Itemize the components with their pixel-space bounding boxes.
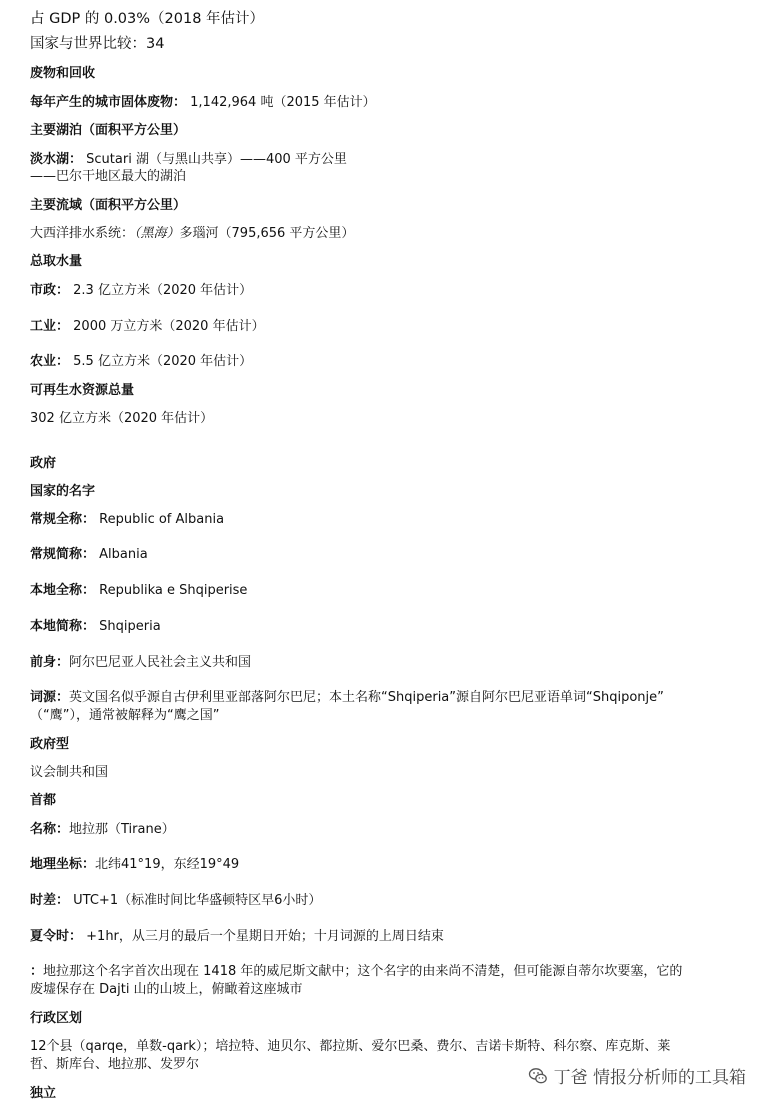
former-label: 前身： (30, 655, 70, 670)
local-long-label: 本地全称： (30, 583, 96, 598)
country-name-heading: 国家的名字 (30, 484, 96, 499)
admin-heading: 行政区划 (30, 1011, 83, 1026)
country-rank-line: 国家与世界比较：34 (30, 36, 165, 52)
coords-value: 北纬41°19，东经19°49 (95, 857, 240, 872)
former-value: 阿尔巴尼亚人民社会主义共和国 (69, 655, 252, 670)
coords-line (30, 856, 239, 874)
msw-label: 每年产生的城市固体废物： (30, 95, 187, 110)
renewable-line: 302 亿立方米（2020 年估计） (30, 411, 214, 426)
capital-name-line (30, 821, 175, 839)
etym-note-label: ： (30, 964, 44, 979)
dst-line (30, 928, 444, 946)
industrial-value: 2000 万立方米（2020 年估计） (73, 319, 265, 334)
conv-short-value: Albania (99, 547, 148, 562)
timediff-value: UTC+1（标准时间比华盛顿特区早6小时） (73, 893, 322, 908)
freshwater-value: Scutari 湖（与黑山共享）——400 平方公里 (86, 152, 347, 167)
dst-value: +1hr，从三月的最后一个星期日开始；十月词源的上周日结束 (86, 929, 444, 944)
former-line (30, 654, 251, 672)
local-long-line (30, 582, 247, 600)
lakes-heading: 主要湖泊（面积平方公里） (30, 123, 187, 138)
etymology-line (30, 689, 664, 707)
etymology-value: 英文国名似乎源自古伊利里亚部落阿尔巴尼；本土名称“Shqiperia”源自阿尔巴尼亚语单词“Shqiponje” (69, 690, 664, 705)
etym-note-value: 地拉那这个名字首次出现在 1418 年的威尼斯文献中；这个名字的由来尚不清楚，但可能源自蒂尔坎要塞，它的 (43, 964, 683, 979)
industrial-line (30, 318, 265, 336)
govtype-heading: 政府型 (30, 737, 70, 752)
renewable-heading: 可再生水资源总量 (30, 383, 135, 398)
conv-long-label: 常规全称： (30, 512, 96, 527)
basin-line (30, 225, 354, 243)
capital-heading: 首都 (30, 793, 57, 808)
capital-name-value: 地拉那（Tirane） (69, 822, 175, 837)
watermark (528, 1063, 746, 1088)
dst-label: 夏令时： (30, 929, 83, 944)
municipal-label: 市政： (30, 283, 70, 298)
coords-label: 地理坐标： (30, 857, 96, 872)
agricultural-label: 农业： (30, 354, 70, 369)
govtype-line: 议会制共和国 (30, 765, 109, 780)
local-long-value: Republika e Shqiperise (99, 583, 248, 598)
msw-value: 1,142,964 吨（2015 年估计） (190, 95, 376, 110)
basin-italic: （黑海） (134, 226, 180, 241)
basin-prefix: 大西洋排水系统： (30, 226, 135, 241)
gdp-share-line: 占 GDP 的 0.03%（2018 年估计） (30, 11, 265, 27)
agricultural-value: 5.5 亿立方米（2020 年估计） (73, 354, 253, 369)
watermark-text: 丁爸 情报分析师的工具箱 (553, 1068, 746, 1088)
timediff-label: 时差： (30, 893, 70, 908)
etym-note-line (30, 963, 682, 981)
admin-line-2: 哲、斯库台、地拉那、发罗尔 (30, 1057, 200, 1072)
timediff-line (30, 892, 321, 910)
admin-line: 12个县（qarqe，单数-qark）；培拉特、迪贝尔、都拉斯、爱尔巴桑、费尔、吉诺卡斯特、科尔察、库克斯、莱 (30, 1039, 671, 1054)
industrial-label: 工业： (30, 319, 70, 334)
etymology-label: 词源： (30, 690, 70, 705)
local-short-value: Shqiperia (99, 619, 161, 634)
freshwater-line (30, 151, 347, 169)
conv-long-line (30, 511, 224, 529)
local-short-line (30, 618, 161, 636)
withdrawal-heading: 总取水量 (30, 254, 83, 269)
wechat-icon (528, 1066, 548, 1086)
agricultural-line (30, 353, 252, 371)
waste-heading: 废物和回收 (30, 66, 96, 81)
etym-note-line-2: 废墟保存在 Dajti 山的山坡上，俯瞰着这座城市 (30, 982, 303, 997)
capital-name-label: 名称： (30, 822, 70, 837)
msw-line (30, 94, 376, 112)
conv-long-value: Republic of Albania (99, 512, 225, 527)
independence-heading: 独立 (30, 1086, 57, 1101)
government-heading: 政府 (30, 456, 57, 471)
freshwater-label: 淡水湖： (30, 152, 83, 167)
freshwater-line-2: ——巴尔干地区最大的湖泊 (30, 169, 187, 184)
basin-suffix: 多瑙河（795,656 平方公里） (179, 226, 355, 241)
etymology-line-2: （“鹰”），通常被解释为“鹰之国” (30, 708, 220, 723)
conv-short-label: 常规简称： (30, 547, 96, 562)
conv-short-line (30, 546, 148, 564)
municipal-line (30, 282, 252, 300)
local-short-label: 本地简称： (30, 619, 96, 634)
basins-heading: 主要流域（面积平方公里） (30, 198, 187, 213)
municipal-value: 2.3 亿立方米（2020 年估计） (73, 283, 253, 298)
